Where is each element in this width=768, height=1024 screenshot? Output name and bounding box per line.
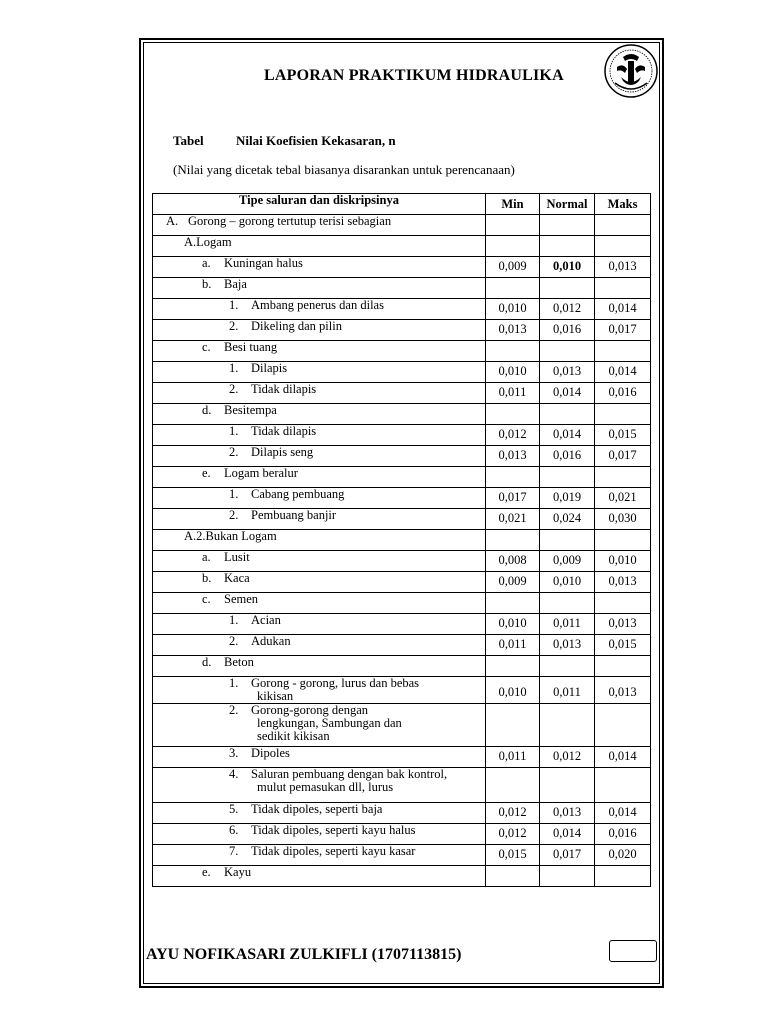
cell-normal: 0,009 <box>540 551 595 572</box>
table-row <box>153 593 651 614</box>
cell-normal: 0,016 <box>540 446 595 467</box>
row-label: Tidak dipoles, seperti kayu halus <box>251 823 416 837</box>
row-label: A.2.Bukan Logam <box>184 529 277 543</box>
cell-normal: 0,017 <box>540 845 595 866</box>
row-label: Dipoles <box>251 746 290 760</box>
row-description <box>153 614 486 635</box>
table-row <box>153 404 651 425</box>
row-marker: 1. <box>229 676 239 690</box>
row-label: Logam beralur <box>224 466 298 480</box>
cell-maks <box>595 768 651 803</box>
cell-maks <box>595 404 651 425</box>
cell-min <box>486 278 540 299</box>
cell-maks: 0,030 <box>595 509 651 530</box>
row-label: Gorong – gorong tertutup terisi sebagian <box>188 214 392 228</box>
header-maks: Maks <box>595 194 651 215</box>
row-description <box>153 572 486 593</box>
row-label: Lusit <box>224 550 250 564</box>
row-marker: b. <box>202 277 212 291</box>
cell-normal <box>540 866 595 887</box>
row-marker: c. <box>202 340 211 354</box>
cell-min: 0,010 <box>486 677 540 704</box>
cell-normal: 0,011 <box>540 677 595 704</box>
table-row <box>153 803 651 824</box>
university-seal-icon <box>603 43 659 99</box>
cell-min <box>486 593 540 614</box>
row-description <box>153 866 486 887</box>
row-description <box>153 425 486 446</box>
row-description <box>153 530 486 551</box>
cell-normal <box>540 215 595 236</box>
cell-min: 0,013 <box>486 320 540 341</box>
cell-maks: 0,015 <box>595 425 651 446</box>
cell-min: 0,015 <box>486 845 540 866</box>
row-marker: 6. <box>229 823 239 837</box>
row-label-line: mulut pemasukan dll, lurus <box>257 780 394 794</box>
cell-min <box>486 866 540 887</box>
row-description <box>153 341 486 362</box>
row-marker: 2. <box>229 382 239 396</box>
table-row <box>153 551 651 572</box>
row-label: Acian <box>251 613 281 627</box>
cell-maks <box>595 656 651 677</box>
table-row <box>153 845 651 866</box>
table-row <box>153 509 651 530</box>
row-label: A.Logam <box>184 235 232 249</box>
cell-min <box>486 215 540 236</box>
row-label: Tidak dilapis <box>251 424 317 438</box>
table-row <box>153 236 651 257</box>
cell-normal <box>540 467 595 488</box>
row-label: Beton <box>224 655 254 669</box>
row-description <box>153 383 486 404</box>
cell-normal: 0,014 <box>540 824 595 845</box>
row-description <box>153 467 486 488</box>
cell-min: 0,012 <box>486 803 540 824</box>
row-description <box>153 635 486 656</box>
table-note: (Nilai yang dicetak tebal biasanya disarankan untuk perencanaan) <box>173 162 515 177</box>
cell-normal: 0,012 <box>540 747 595 768</box>
cell-maks: 0,010 <box>595 551 651 572</box>
table-row <box>153 768 651 803</box>
row-label: Kaca <box>224 571 250 585</box>
cell-min: 0,010 <box>486 362 540 383</box>
cell-min: 0,012 <box>486 824 540 845</box>
cell-min <box>486 530 540 551</box>
table-row <box>153 299 651 320</box>
cell-min: 0,012 <box>486 425 540 446</box>
cell-min: 0,010 <box>486 614 540 635</box>
cell-maks <box>595 704 651 747</box>
row-label-line: Gorong - gorong, lurus dan bebas <box>251 676 420 690</box>
row-label: Besi tuang <box>224 340 278 354</box>
header-desc: Tipe saluran dan diskripsinya <box>153 194 486 215</box>
table-row <box>153 362 651 383</box>
cell-normal <box>540 341 595 362</box>
row-label-line: lengkungan, Sambungan dan <box>257 716 402 730</box>
table-caption-label: Tabel <box>173 133 204 148</box>
row-marker: 2. <box>229 319 239 333</box>
row-label-line: kikisan <box>257 689 294 703</box>
row-marker: 1. <box>229 424 239 438</box>
cell-min <box>486 404 540 425</box>
cell-normal <box>540 236 595 257</box>
cell-maks: 0,014 <box>595 803 651 824</box>
cell-min <box>486 768 540 803</box>
row-marker: a. <box>202 550 211 564</box>
row-marker: 4. <box>229 767 239 781</box>
row-description <box>153 747 486 768</box>
row-marker: 1. <box>229 361 239 375</box>
cell-min: 0,009 <box>486 257 540 278</box>
row-description <box>153 362 486 383</box>
cell-normal <box>540 593 595 614</box>
row-label: Dilapis seng <box>251 445 314 459</box>
table-row <box>153 425 651 446</box>
cell-maks: 0,014 <box>595 747 651 768</box>
cell-maks: 0,015 <box>595 635 651 656</box>
table-row <box>153 704 651 747</box>
cell-min: 0,017 <box>486 488 540 509</box>
cell-maks <box>595 866 651 887</box>
row-description <box>153 768 486 803</box>
cell-maks: 0,013 <box>595 677 651 704</box>
cell-maks <box>595 341 651 362</box>
cell-normal: 0,011 <box>540 614 595 635</box>
row-description <box>153 278 486 299</box>
cell-maks <box>595 467 651 488</box>
author-name: AYU NOFIKASARI ZULKIFLI (1707113815) <box>146 946 462 963</box>
row-description <box>153 803 486 824</box>
cell-min: 0,011 <box>486 635 540 656</box>
row-description <box>153 215 486 236</box>
cell-maks: 0,017 <box>595 446 651 467</box>
row-description <box>153 845 486 866</box>
cell-maks: 0,013 <box>595 614 651 635</box>
row-description <box>153 404 486 425</box>
table-row <box>153 824 651 845</box>
row-description <box>153 824 486 845</box>
cell-maks: 0,016 <box>595 383 651 404</box>
row-description <box>153 593 486 614</box>
cell-normal: 0,014 <box>540 383 595 404</box>
cell-normal: 0,024 <box>540 509 595 530</box>
row-marker: 1. <box>229 298 239 312</box>
table-row <box>153 215 651 236</box>
table-row <box>153 278 651 299</box>
cell-maks: 0,016 <box>595 824 651 845</box>
cell-min <box>486 236 540 257</box>
row-label: Semen <box>224 592 259 606</box>
row-marker: 5. <box>229 802 239 816</box>
header-normal: Normal <box>540 194 595 215</box>
row-marker: e. <box>202 865 211 879</box>
cell-min <box>486 467 540 488</box>
table-row <box>153 866 651 887</box>
row-label: Ambang penerus dan dilas <box>251 298 384 312</box>
cell-min: 0,011 <box>486 747 540 768</box>
row-label: Baja <box>224 277 247 291</box>
row-marker: d. <box>202 655 212 669</box>
cell-min <box>486 341 540 362</box>
cell-maks <box>595 215 651 236</box>
row-marker: 1. <box>229 487 239 501</box>
cell-maks: 0,020 <box>595 845 651 866</box>
table-row <box>153 257 651 278</box>
header-min: Min <box>486 194 540 215</box>
row-marker: d. <box>202 403 212 417</box>
cell-normal <box>540 530 595 551</box>
cell-normal: 0,012 <box>540 299 595 320</box>
row-description <box>153 299 486 320</box>
cell-normal: 0,014 <box>540 425 595 446</box>
cell-normal: 0,010 <box>540 257 595 278</box>
table-row <box>153 635 651 656</box>
row-marker: c. <box>202 592 211 606</box>
cell-min <box>486 704 540 747</box>
row-marker: a. <box>202 256 211 270</box>
cell-maks: 0,017 <box>595 320 651 341</box>
cell-normal <box>540 704 595 747</box>
cell-min: 0,013 <box>486 446 540 467</box>
row-label: Pembuang banjir <box>251 508 337 522</box>
cell-maks <box>595 530 651 551</box>
row-label: Tidak dipoles, seperti baja <box>251 802 383 816</box>
table-row <box>153 446 651 467</box>
row-marker: 2. <box>229 634 239 648</box>
row-label: Adukan <box>251 634 291 648</box>
row-description <box>153 488 486 509</box>
row-description <box>153 257 486 278</box>
row-label: Tidak dilapis <box>251 382 317 396</box>
row-description <box>153 446 486 467</box>
table-row <box>153 656 651 677</box>
cell-normal <box>540 656 595 677</box>
row-marker: 1. <box>229 613 239 627</box>
cell-min: 0,021 <box>486 509 540 530</box>
cell-min: 0,011 <box>486 383 540 404</box>
cell-normal: 0,019 <box>540 488 595 509</box>
cell-maks <box>595 278 651 299</box>
row-description <box>153 509 486 530</box>
row-marker: A. <box>166 214 179 228</box>
row-marker: 2. <box>229 508 239 522</box>
row-description <box>153 236 486 257</box>
cell-normal <box>540 278 595 299</box>
table-caption-text: Nilai Koefisien Kekasaran, n <box>236 133 396 148</box>
cell-maks: 0,013 <box>595 572 651 593</box>
row-label-line: Saluran pembuang dengan bak kontrol, <box>251 767 448 781</box>
table-row <box>153 677 651 704</box>
cell-normal: 0,013 <box>540 362 595 383</box>
cell-normal: 0,010 <box>540 572 595 593</box>
cell-min: 0,008 <box>486 551 540 572</box>
row-label: Dilapis <box>251 361 288 375</box>
table-row <box>153 572 651 593</box>
row-marker: 7. <box>229 844 239 858</box>
cell-maks: 0,013 <box>595 257 651 278</box>
row-marker: 2. <box>229 445 239 459</box>
row-marker: b. <box>202 571 212 585</box>
table-row <box>153 320 651 341</box>
row-label-line: Gorong-gorong dengan <box>251 703 368 717</box>
row-description <box>153 704 486 747</box>
table-row <box>153 383 651 404</box>
row-label: Besitempa <box>224 403 277 417</box>
cell-normal: 0,013 <box>540 635 595 656</box>
cell-normal: 0,013 <box>540 803 595 824</box>
row-description <box>153 320 486 341</box>
cell-maks: 0,014 <box>595 299 651 320</box>
cell-maks <box>595 593 651 614</box>
roughness-table <box>152 193 651 887</box>
row-label: Tidak dipoles, seperti kayu kasar <box>251 844 416 858</box>
row-marker: e. <box>202 466 211 480</box>
cell-maks: 0,014 <box>595 362 651 383</box>
cell-normal <box>540 404 595 425</box>
table-row <box>153 341 651 362</box>
table-row <box>153 530 651 551</box>
page-number-box <box>609 940 657 962</box>
row-label: Cabang pembuang <box>251 487 345 501</box>
table-row <box>153 488 651 509</box>
row-label: Kayu <box>224 865 252 879</box>
table-row <box>153 747 651 768</box>
cell-normal: 0,016 <box>540 320 595 341</box>
row-label: Dikeling dan pilin <box>251 319 342 333</box>
cell-min: 0,010 <box>486 299 540 320</box>
report-title: LAPORAN PRAKTIKUM HIDRAULIKA <box>264 67 564 84</box>
row-description <box>153 677 486 704</box>
row-marker: 3. <box>229 746 239 760</box>
cell-maks: 0,021 <box>595 488 651 509</box>
cell-min <box>486 656 540 677</box>
table-caption <box>173 133 396 149</box>
row-label-line: sedikit kikisan <box>257 729 330 743</box>
cell-normal <box>540 768 595 803</box>
row-marker: 2. <box>229 703 239 717</box>
row-description <box>153 551 486 572</box>
cell-maks <box>595 236 651 257</box>
row-description <box>153 656 486 677</box>
table-row <box>153 467 651 488</box>
table-row <box>153 614 651 635</box>
row-label: Kuningan halus <box>224 256 303 270</box>
cell-min: 0,009 <box>486 572 540 593</box>
